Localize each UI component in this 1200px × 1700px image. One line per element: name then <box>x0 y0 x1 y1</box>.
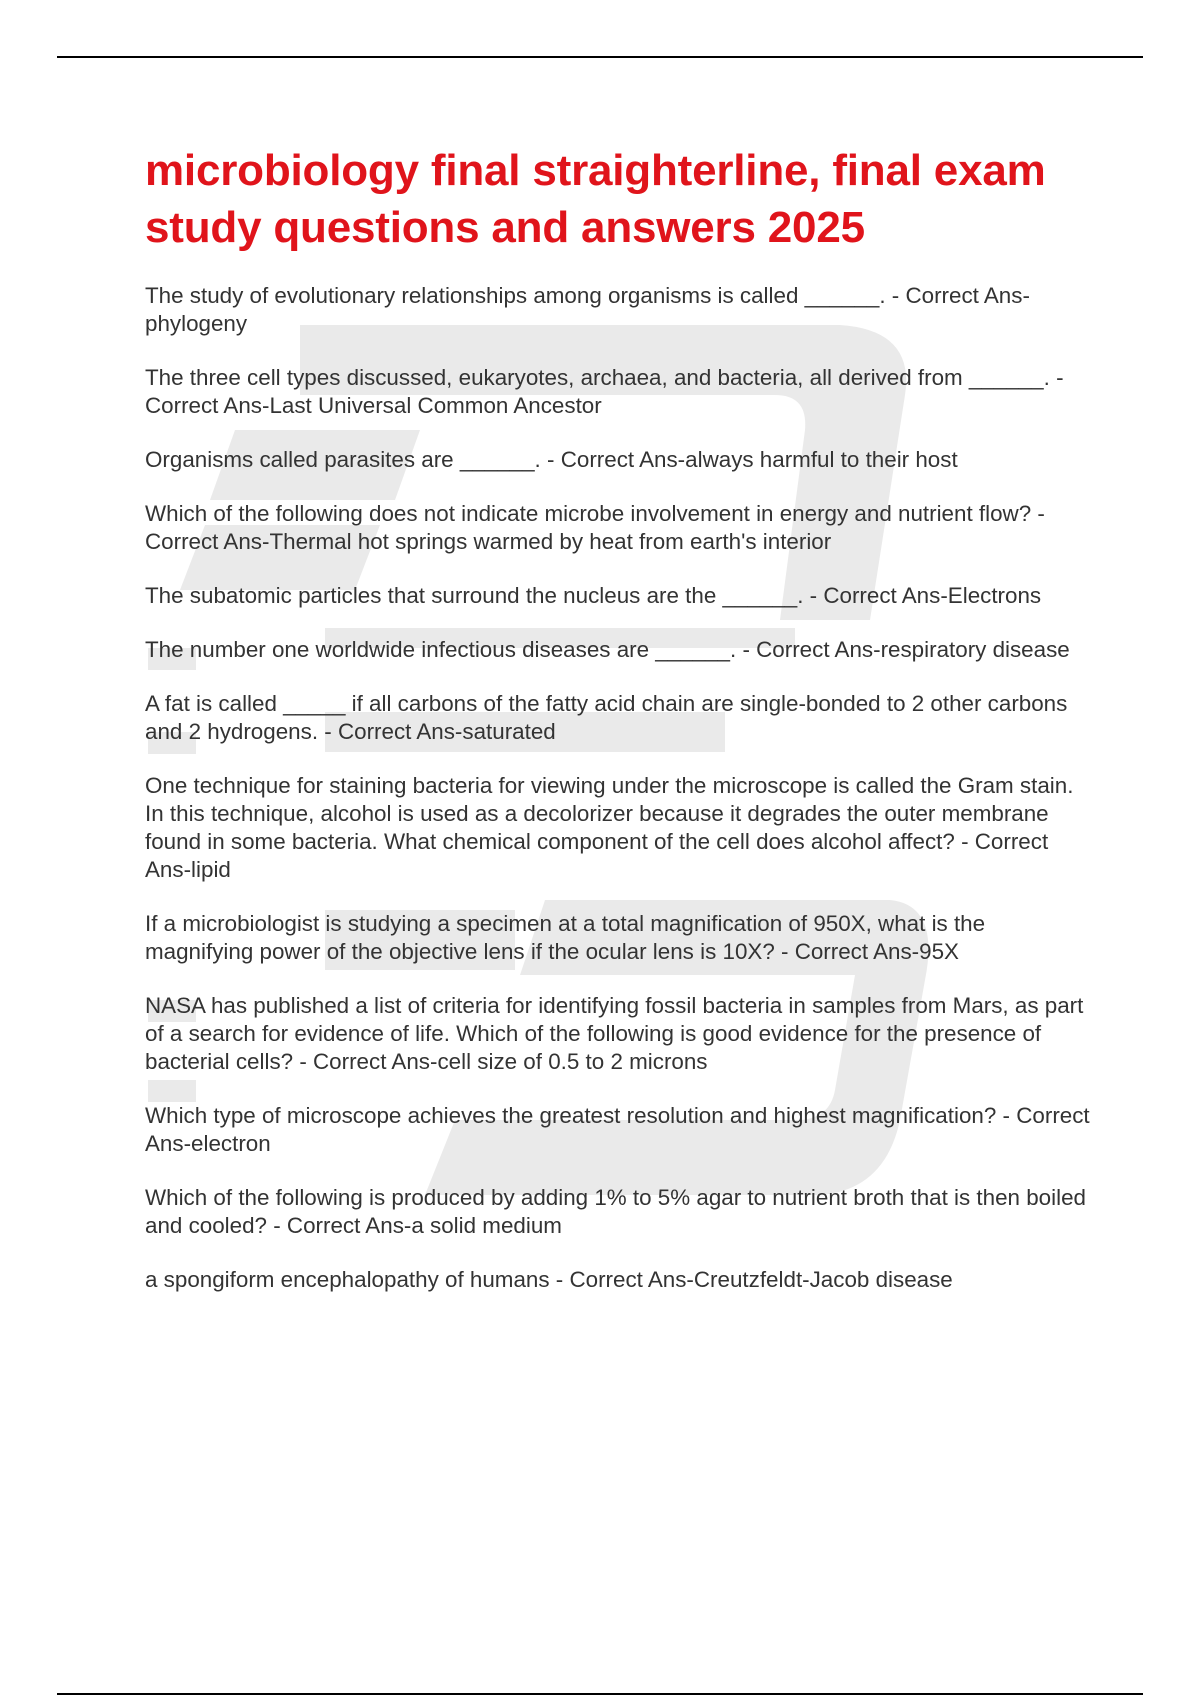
answer-text: cell size of 0.5 to 2 microns <box>437 1049 708 1074</box>
answer-prefix: Correct Ans- <box>145 1103 1090 1156</box>
answer-prefix: Correct Ans- <box>823 583 948 608</box>
qa-item <box>145 772 1095 884</box>
separator: - <box>996 1103 1017 1128</box>
question-text: The study of evolutionary relationships among organisms is called ______. <box>145 283 886 308</box>
answer-prefix: Correct Ans- <box>145 829 1049 882</box>
separator: - <box>540 447 561 472</box>
qa-item <box>145 910 1095 966</box>
question-text: a spongiform encephalopathy of humans <box>145 1267 550 1292</box>
answer-prefix: Correct Ans- <box>794 939 920 964</box>
qa-item <box>145 582 1095 610</box>
qa-item <box>145 364 1095 420</box>
question-text: The number one worldwide infectious diseases are ______. <box>145 637 737 662</box>
qa-item <box>145 690 1095 746</box>
answer-text: a solid medium <box>411 1213 562 1238</box>
answer-text: always harmful to their host <box>685 447 958 472</box>
answer-text: lipid <box>191 857 231 882</box>
question-text: Which of the following does not indicate microbe involvement in energy and nutrient flow? <box>145 501 1032 526</box>
answer-text: saturated <box>462 719 556 744</box>
separator: - <box>774 939 795 964</box>
qa-item <box>145 500 1095 556</box>
answer-prefix: Correct Ans- <box>145 393 270 418</box>
separator: - <box>318 719 338 744</box>
question-text: Organisms called parasites are ______. <box>145 447 541 472</box>
separator: - <box>885 283 906 308</box>
question-text: Which of the following is produced by adding 1% to 5% agar to nutrient broth that is then boiled and cooled? <box>145 1185 1086 1238</box>
separator: - <box>954 829 975 854</box>
qa-item <box>145 636 1095 664</box>
question-text: Which type of microscope achieves the greatest resolution and highest magnification? <box>145 1103 997 1128</box>
qa-item <box>145 992 1095 1076</box>
separator: - <box>267 1213 287 1238</box>
qa-list <box>145 282 1095 1294</box>
separator: - <box>549 1267 570 1292</box>
qa-item <box>145 282 1095 338</box>
question-text: NASA has published a list of criteria for identifying fossil bacteria in samples from Mars, as part of a search for evidence of life. Which of the following is good evidence for the presence of bacterial cells? <box>145 993 1084 1074</box>
question-text: If a microbiologist is studying a specimen at a total magnification of 950X, what is the magnifying power of the objective lens if the ocular lens is 10X? <box>145 911 986 964</box>
answer-text: respiratory disease <box>880 637 1070 662</box>
answer-prefix: Correct Ans- <box>560 447 686 472</box>
separator: - <box>1049 365 1064 390</box>
answer-prefix: Correct Ans- <box>756 637 881 662</box>
question-text: A fat is called _____ if all carbons of the fatty acid chain are single-bonded to 2 other carbons and 2 hydrogens. <box>145 691 1068 744</box>
answer-text: phylogeny <box>145 311 248 336</box>
separator: - <box>736 637 757 662</box>
answer-text: Electrons <box>947 583 1042 608</box>
question-text: One technique for staining bacteria for viewing under the microscope is called the Gram stain. In this technique, alcohol is used as a decolorizer because it degrades the outer membrane found in some bacteria. What chemical component of the cell does alcohol affect? <box>145 773 1074 854</box>
document-content <box>145 142 1095 1320</box>
qa-item <box>145 446 1095 474</box>
answer-text: Creutzfeldt-Jacob disease <box>693 1267 953 1292</box>
qa-item <box>145 1102 1095 1158</box>
answer-prefix: Correct Ans- <box>337 719 463 744</box>
answer-text: 95X <box>919 939 959 964</box>
answer-text: electron <box>191 1131 271 1156</box>
question-text: The three cell types discussed, eukaryotes, archaea, and bacteria, all derived from ______. <box>145 365 1050 390</box>
answer-prefix: Correct Ans- <box>313 1049 438 1074</box>
bottom-rule <box>57 1693 1143 1695</box>
qa-item <box>145 1184 1095 1240</box>
separator: - <box>293 1049 314 1074</box>
separator: - <box>803 583 824 608</box>
answer-prefix: Correct Ans- <box>905 283 1030 308</box>
answer-text: Last Universal Common Ancestor <box>269 393 602 418</box>
question-text: The subatomic particles that surround the nucleus are the ______. <box>145 583 804 608</box>
separator: - <box>1031 501 1045 526</box>
answer-prefix: Correct Ans- <box>145 529 270 554</box>
qa-item <box>145 1266 1095 1294</box>
answer-text: Thermal hot springs warmed by heat from earth's interior <box>269 529 832 554</box>
answer-prefix: Correct Ans- <box>569 1267 694 1292</box>
document-title: microbiology final straighterline, final exam study questions and answers 2025 <box>145 146 1046 252</box>
answer-prefix: Correct Ans- <box>286 1213 412 1238</box>
